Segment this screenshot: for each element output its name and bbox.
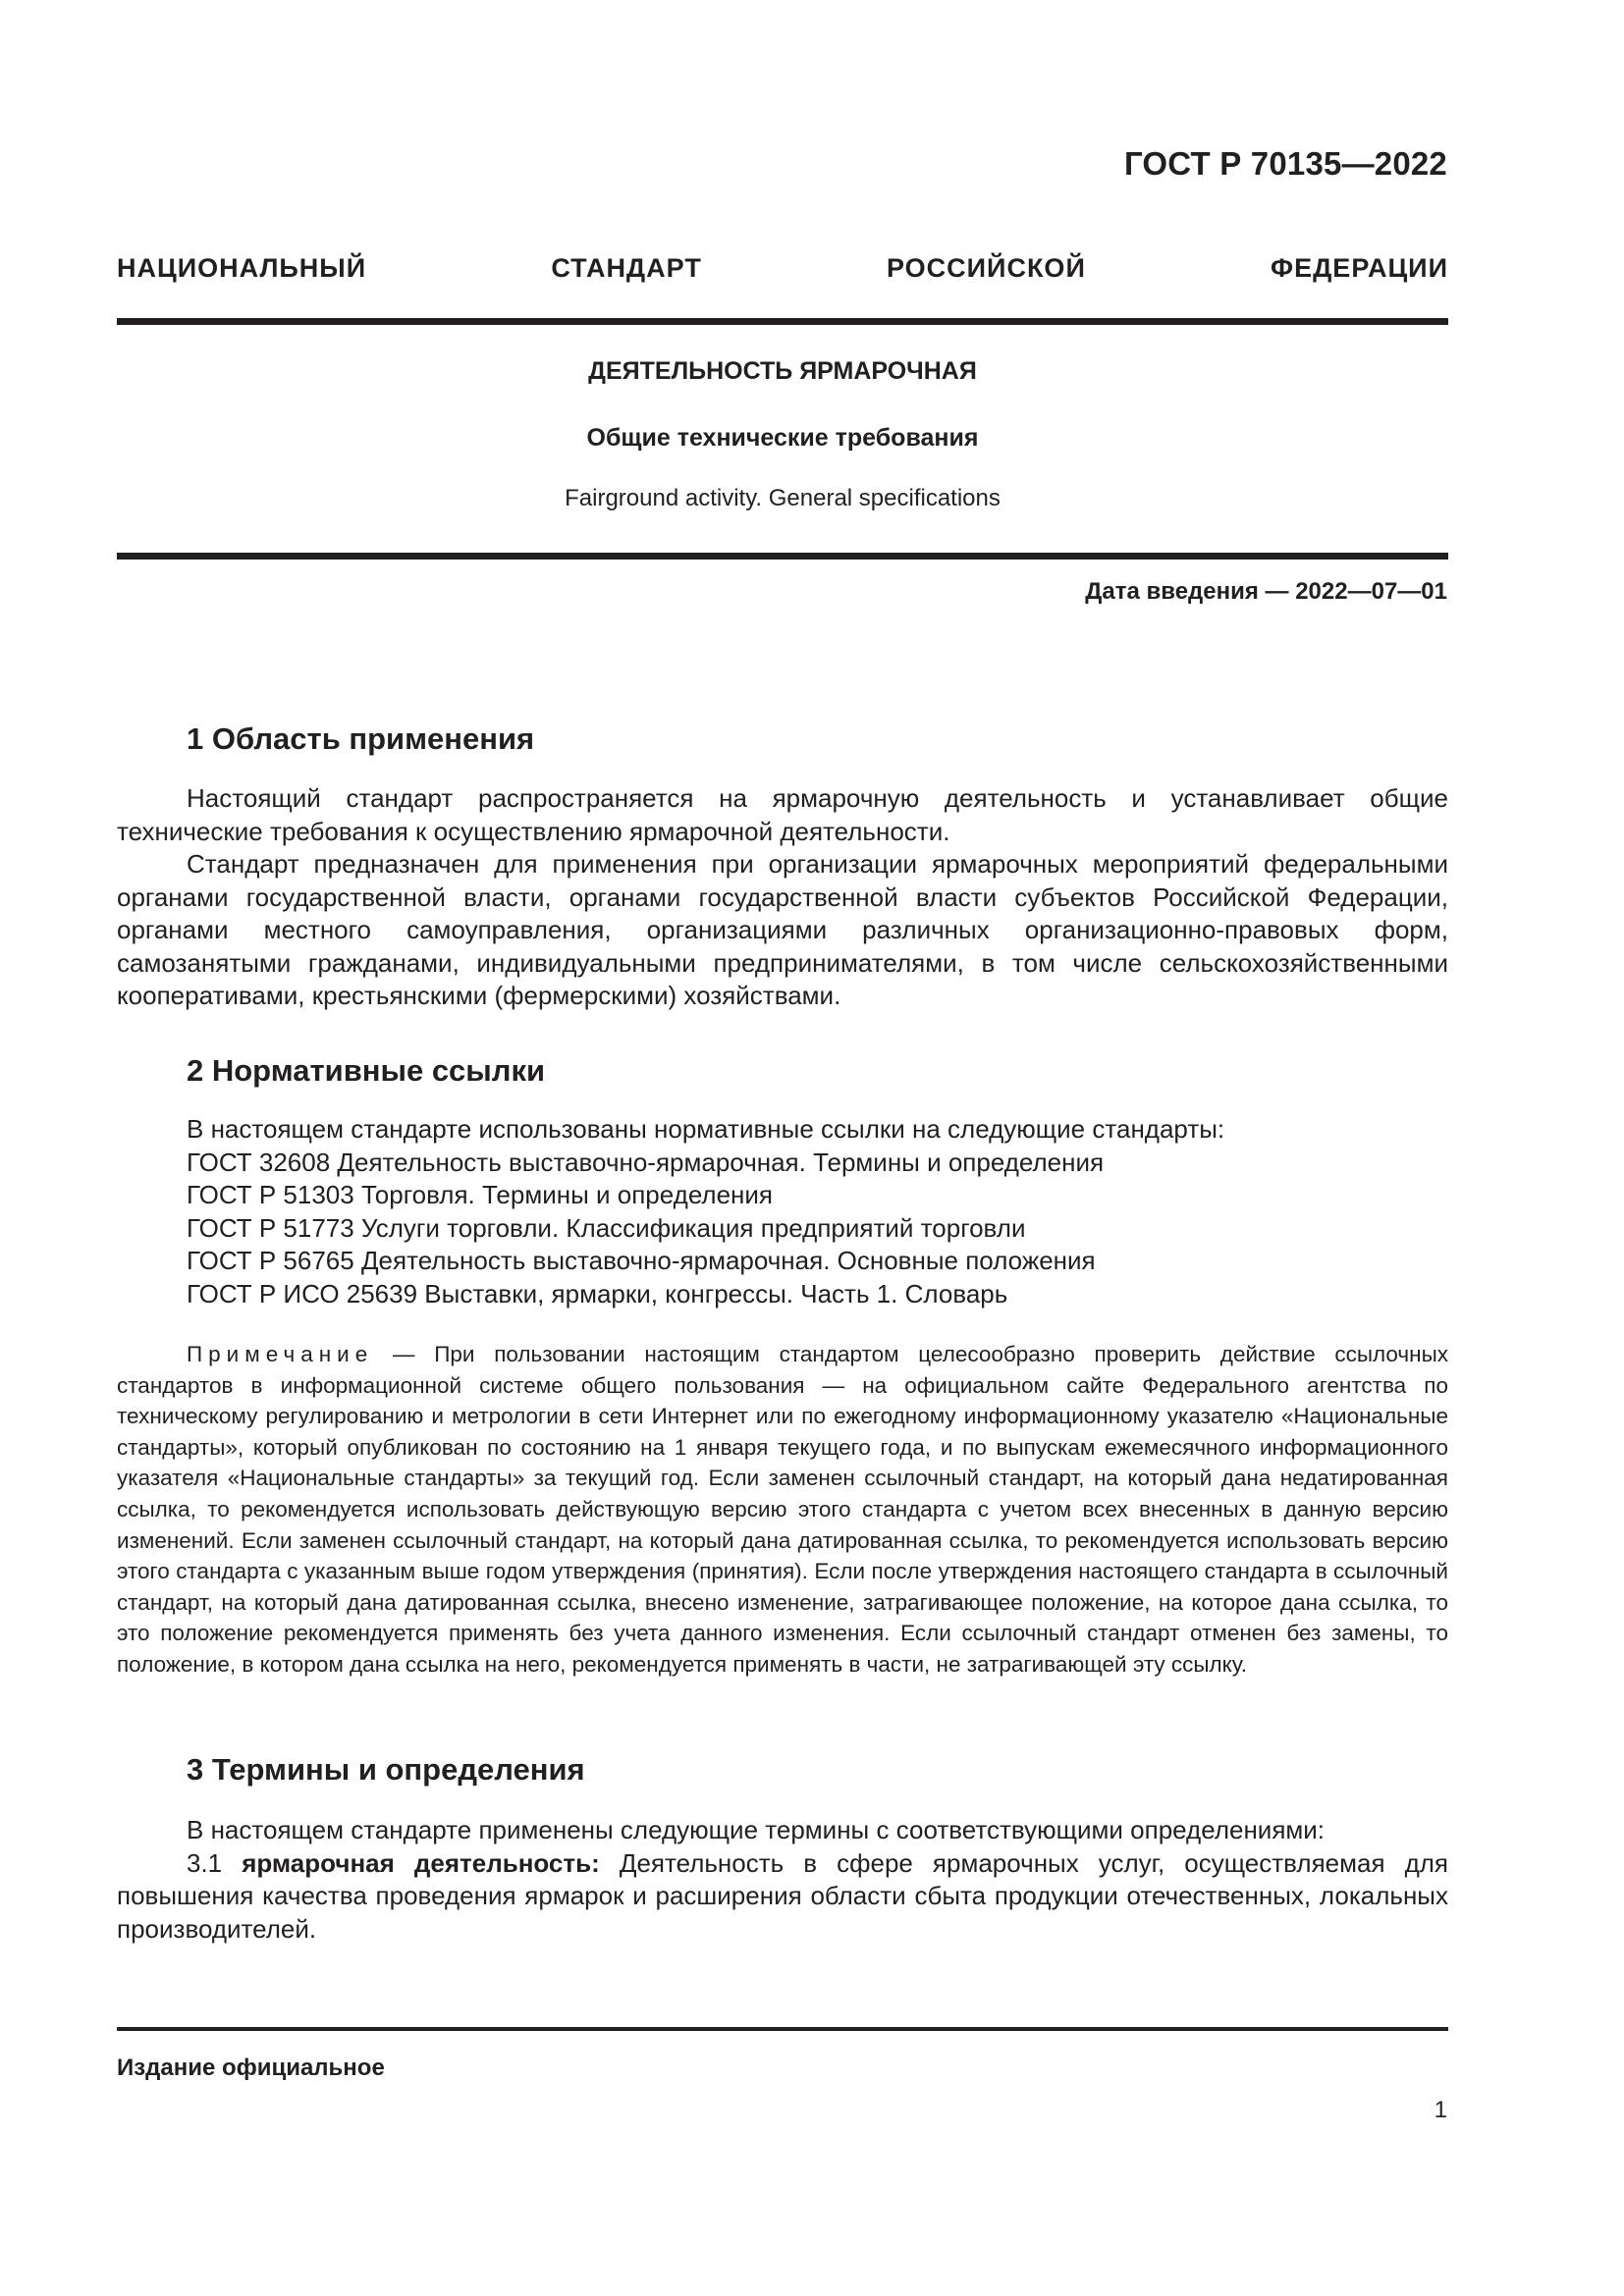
section-3-body [117, 1814, 1448, 1946]
official-edition-label: Издание официальное [117, 2055, 385, 2081]
document-title-english: Fairground activity. General specifications [565, 485, 1001, 511]
section-2-heading: 2 Нормативные ссылки [187, 1053, 546, 1088]
introduction-date: Дата введения — 2022—07—01 [1085, 578, 1447, 605]
page-number: 1 [1434, 2097, 1447, 2123]
normative-reference-item: ГОСТ Р ИСО 25639 Выставки, ярмарки, конгрессы. Часть 1. Словарь [187, 1278, 1008, 1308]
section-2-intro: В настоящем стандарте использованы нормативные ссылки на следующие стандарты: [187, 1114, 1225, 1144]
normative-reference-item: ГОСТ Р 51773 Услуги торговли. Классификация предприятий торговли [187, 1212, 1026, 1243]
top-divider [117, 318, 1448, 325]
section-1-heading: 1 Область применения [187, 721, 535, 756]
note-block [117, 1339, 1448, 1681]
term-text: Деятельность в сфере ярмарочных услуг, осуществляемая для повышения качества проведения ярмарок и расширения области сбыта продукции отечественных, локальных производителей. [117, 1847, 1448, 1944]
document-code: ГОСТ Р 70135—2022 [1123, 145, 1447, 182]
section-3-intro: В настоящем стандарте применены следующие термины с соответствующими определениями: [187, 1815, 1326, 1844]
note-text: — При пользовании настоящим стандартом целесообразно проверить действие ссылочных стандартов в информационной системе общего пользования — на официальном сайте Федерального агентства по техническому регулированию и метрологии в сети Интернет или по ежегодному информационному указателю «Национальные стандарты», который опубликован по состоянию на 1 января текущего года, и по выпускам ежемесячного информационного указателя «Национальные стандарты» за текущий год. Если заменен ссылочный стандарт, на который дана недатированная ссылка, то рекомендуется использовать действующую версию этого стандарта с учетом всех внесенных в данную версию изменений. Если заменен ссылочный стандарт, на который дана датированная ссылка, то рекомендуется использовать версию этого стандарта с указанным выше годом утверждения (принятия). Если после утверждения настоящего стандарта в ссылочный стандарт, на который дана датированная ссылка, внесено изменение, затрагивающее положение, на которое дана ссылка, то это положение рекомендуется применять без учета данного изменения. Если ссылочный стандарт отменен без замены, то положение, в котором дана ссылка на него, рекомендуется применять в части, не затрагивающей эту ссылку. [117, 1342, 1448, 1677]
normative-reference-item: ГОСТ 32608 Деятельность выставочно-ярмарочная. Термины и определения [187, 1147, 1105, 1177]
note-label: Примечание [187, 1342, 374, 1366]
document-subtitle: Общие технические требования [586, 424, 979, 452]
term-definition [117, 1847, 1448, 1947]
note-paragraph [117, 1339, 1448, 1681]
normative-reference-item: ГОСТ Р 51303 Торговля. Термины и определения [187, 1180, 774, 1209]
document-title: ДЕЯТЕЛЬНОСТЬ ЯРМАРОЧНАЯ [588, 357, 977, 385]
section-1-paragraph: Настоящий стандарт распространяется на ярмарочную деятельность и устанавливает общие технические требования к осуществлению ярмарочной деятельности. [117, 783, 1448, 846]
section-1-body [117, 782, 1448, 1013]
section-3-heading: 3 Термины и определения [187, 1752, 585, 1787]
term-name: ярмарочная деятельность: [242, 1847, 600, 1878]
footer-divider [117, 2027, 1448, 2031]
section-1-paragraph: Стандарт предназначен для применения при организации ярмарочных мероприятий федеральными органами государственной власти, органами государственной власти субъектов Российской Федерации, органами местного самоуправления, организациями различных организационно-правовых форм, самозанятыми гражданами, индивидуальными предпринимателями, в том числе сельскохозяйственными кооперативами, крестьянскими (фермерскими) хозяйствами. [117, 849, 1448, 1010]
normative-reference-item: ГОСТ Р 56765 Деятельность выставочно-ярмарочная. Основные положения [187, 1246, 1096, 1275]
national-standard-banner: НАЦИОНАЛЬНЫЙ СТАНДАРТ РОССИЙСКОЙ ФЕДЕРАЦИИ [117, 253, 1448, 283]
section-2-body [117, 1113, 1448, 1310]
term-number: 3.1 [187, 1847, 243, 1878]
title-divider [117, 553, 1448, 560]
